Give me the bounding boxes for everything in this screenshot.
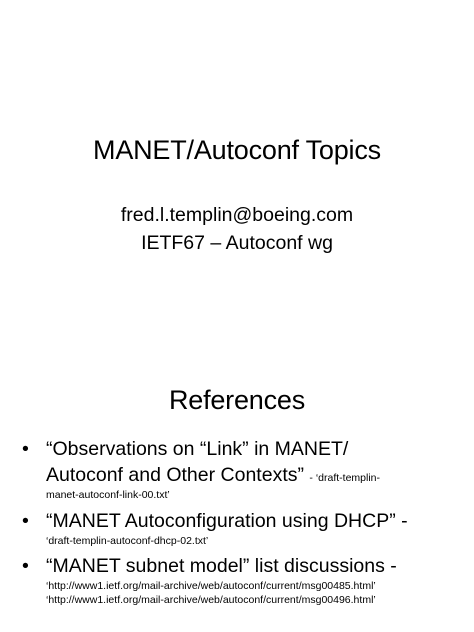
list-item-link: ‘http://www1.ietf.org/mail-archive/web/autoconf/current/msg00485.html’ bbox=[46, 580, 376, 592]
list-item-dash: - bbox=[401, 510, 408, 532]
list-item-ref: - ‘draft-templin- bbox=[309, 472, 381, 484]
author-email: fred.l.templin@boeing.com bbox=[120, 204, 354, 226]
list-item-text bbox=[46, 508, 460, 534]
slide-title-heading: MANET/Autoconf Topics bbox=[93, 135, 381, 165]
list-item-ref: manet-autoconf-link-00.txt’ bbox=[46, 489, 170, 501]
references-list bbox=[20, 436, 460, 607]
event-name: IETF67 – Autoconf wg bbox=[141, 232, 333, 254]
list-item bbox=[20, 553, 460, 607]
bullet-icon: • bbox=[22, 438, 29, 460]
list-item-ref: ‘draft-templin-autoconf-dhcp-02.txt’ bbox=[46, 535, 209, 547]
list-item bbox=[20, 508, 460, 548]
list-item-text: “MANET subnet model” list discussions - bbox=[46, 555, 397, 577]
bullet-icon: • bbox=[22, 510, 29, 532]
list-item-link: ‘http://www1.ietf.org/mail-archive/web/autoconf/current/msg00496.html’ bbox=[46, 594, 376, 606]
bullet-icon: • bbox=[22, 555, 29, 577]
list-item bbox=[20, 436, 460, 502]
list-item-text bbox=[46, 462, 460, 488]
list-item-text: “Observations on “Link” in MANET/ bbox=[46, 438, 349, 460]
list-item-text-main: Autoconf and Other Contexts” bbox=[46, 464, 310, 486]
references-heading: References bbox=[168, 385, 306, 415]
list-item-text-main: “MANET Autoconfiguration using DHCP” bbox=[46, 510, 402, 532]
